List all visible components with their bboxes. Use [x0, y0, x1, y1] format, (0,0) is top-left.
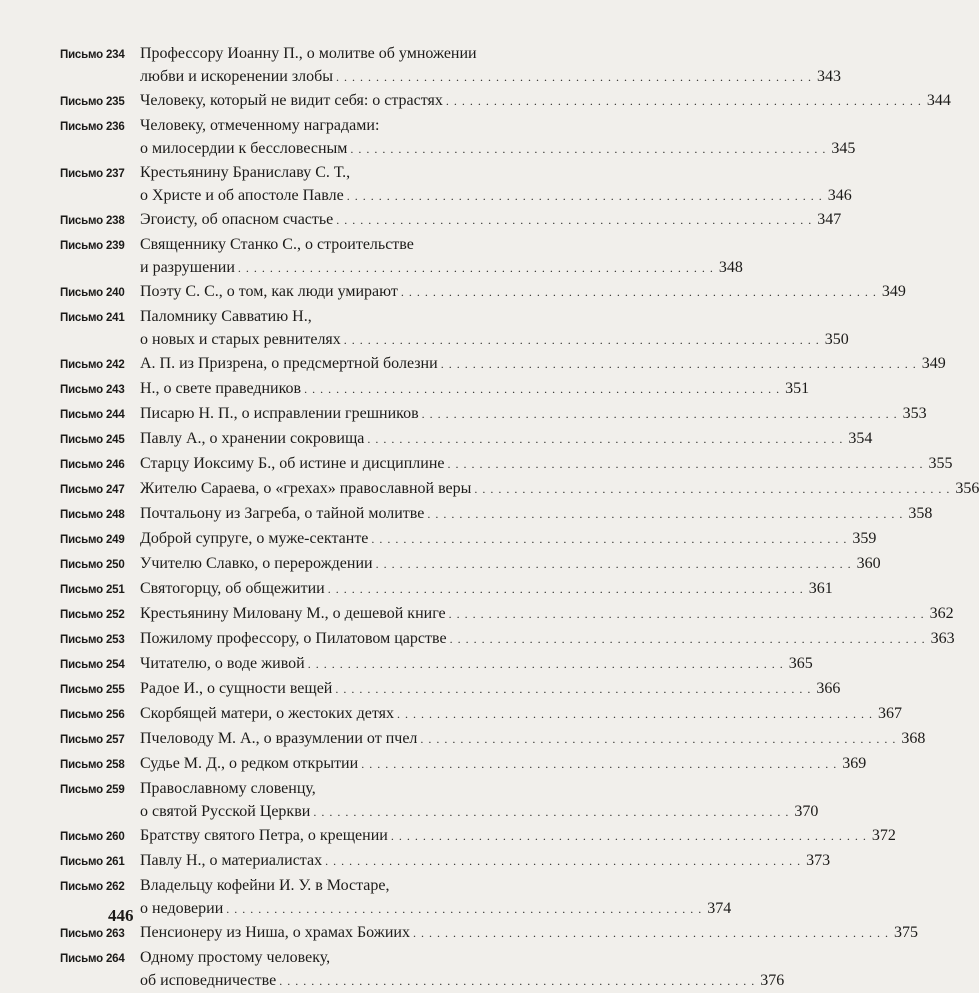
dot-leader: . . . . . . . . . . . . . . . . . . . . . . . . . . . . . . . . . . . . . . . . . . . . . . . . . . . . . . . . . . . . [449, 632, 926, 646]
toc-entry [60, 824, 896, 849]
title-text: Братству святого Петра, о крещении [140, 827, 388, 844]
title-text: Пожилому профессору, о Пилатовом царстве [140, 630, 447, 647]
toc-entry [60, 427, 873, 452]
dot-leader: . . . . . . . . . . . . . . . . . . . . . . . . . . . . . . . . . . . . . . . . . . . . . . . . . . . . . . . . . . . . [335, 682, 812, 696]
letter-label: Письмо 254 [60, 659, 125, 671]
title-line [140, 652, 813, 676]
title-line [140, 427, 873, 451]
letter-label: Письмо 250 [60, 559, 125, 571]
toc-entry [60, 577, 833, 602]
title-text: Доброй супруге, о муже-сектанте [140, 530, 369, 547]
title-line [140, 42, 534, 65]
dot-leader: . . . . . . . . . . . . . . . . . . . . . . . . . . . . . . . . . . . . . . . . . . . . . . . . . . . . . . . . . . . . [371, 532, 848, 546]
toc-entry [60, 502, 933, 527]
title-line [140, 627, 955, 651]
dot-leader: . . . . . . . . . . . . . . . . . . . . . . . . . . . . . . . . . . . . . . . . . . . . . . . . . . . . . . . . . . . . [397, 707, 874, 721]
title-line [140, 777, 534, 800]
letter-label: Письмо 259 [60, 784, 125, 796]
dot-leader: . . . . . . . . . . . . . . . . . . . . . . . . . . . . . . . . . . . . . . . . . . . . . . . . . . . . . . . . . . . . [226, 902, 703, 916]
letter-label: Письмо 261 [60, 856, 125, 868]
letter-label: Письмо 234 [60, 49, 125, 61]
title-line [140, 377, 810, 401]
dot-leader: . . . . . . . . . . . . . . . . . . . . . . . . . . . . . . . . . . . . . . . . . . . . . . . . . . . . . . . . . . . . [336, 213, 813, 227]
entry-title [140, 777, 819, 824]
title-line [140, 305, 534, 328]
letter-label: Письмо 260 [60, 831, 125, 843]
title-line [140, 800, 819, 824]
title-text: о недоверии [140, 900, 224, 917]
title-text: Поэту С. С., о том, как люди умирают [140, 283, 398, 300]
letter-label: Письмо 241 [60, 312, 125, 324]
dot-leader: . . . . . . . . . . . . . . . . . . . . . . . . . . . . . . . . . . . . . . . . . . . . . . . . . . . . . . . . . . . . [279, 974, 756, 988]
dot-leader: . . . . . . . . . . . . . . . . . . . . . . . . . . . . . . . . . . . . . . . . . . . . . . . . . . . . . . . . . . . . [313, 805, 790, 819]
letter-label: Письмо 238 [60, 215, 125, 227]
toc-entry [60, 677, 841, 702]
title-text: Почтальону из Загреба, о тайной молитве [140, 505, 425, 522]
toc-entry [60, 946, 785, 993]
page-ref: 363 [930, 630, 955, 647]
entry-title [140, 352, 946, 376]
page-ref: 376 [760, 972, 785, 989]
page-ref: 372 [871, 827, 896, 844]
page-ref: 350 [824, 331, 849, 348]
toc-entry [60, 849, 831, 874]
title-text: Православному словенцу, [140, 780, 316, 797]
title-text: Судье М. Д., о редком открытии [140, 755, 359, 772]
letter-label: Письмо 248 [60, 509, 125, 521]
letter-label: Письмо 245 [60, 434, 125, 446]
toc-entry [60, 208, 842, 233]
title-line [140, 849, 831, 873]
dot-leader: . . . . . . . . . . . . . . . . . . . . . . . . . . . . . . . . . . . . . . . . . . . . . . . . . . . . . . . . . . . . [390, 829, 867, 843]
title-text: любви и искоренении злобы [140, 68, 334, 85]
letter-label: Письмо 262 [60, 881, 125, 893]
entry-title [140, 946, 785, 993]
title-text: Читателю, о воде живой [140, 655, 305, 672]
title-text: А. П. из Призрена, о предсмертной болезни [140, 355, 438, 372]
title-line [140, 824, 896, 848]
dot-leader: . . . . . . . . . . . . . . . . . . . . . . . . . . . . . . . . . . . . . . . . . . . . . . . . . . . . . . . . . . . . [325, 854, 802, 868]
title-text: Пенсионеру из Ниша, о храмах Божиих [140, 924, 410, 941]
letter-label: Письмо 253 [60, 634, 125, 646]
table-of-contents [60, 42, 979, 993]
page-number: 446 [108, 906, 134, 925]
entry-title [140, 921, 918, 945]
entry-title [140, 824, 896, 848]
letter-label: Письмо 239 [60, 240, 125, 252]
title-text: об исповедничестве [140, 972, 277, 989]
dot-leader: . . . . . . . . . . . . . . . . . . . . . . . . . . . . . . . . . . . . . . . . . . . . . . . . . . . . . . . . . . . . [237, 261, 714, 275]
title-text: о милосердии к бессловесным [140, 140, 348, 157]
page-ref: 349 [881, 283, 906, 300]
page-ref: 345 [831, 140, 856, 157]
title-line [140, 577, 833, 601]
title-text: Святогорцу, об общежитии [140, 580, 325, 597]
toc-entry [60, 552, 881, 577]
entry-title [140, 477, 979, 501]
title-text: Жителю Сараева, о «грехах» православной веры [140, 480, 472, 497]
toc-entry [60, 233, 743, 280]
title-line [140, 256, 743, 280]
entry-title [140, 577, 833, 601]
toc-entry [60, 702, 903, 727]
title-text: о Христе и об апостоле Павле [140, 187, 344, 204]
dot-leader: . . . . . . . . . . . . . . . . . . . . . . . . . . . . . . . . . . . . . . . . . . . . . . . . . . . . . . . . . . . . [445, 94, 922, 108]
title-line [140, 402, 927, 426]
title-line [140, 677, 841, 701]
entry-title [140, 502, 933, 526]
letter-label: Письмо 255 [60, 684, 125, 696]
dot-leader: . . . . . . . . . . . . . . . . . . . . . . . . . . . . . . . . . . . . . . . . . . . . . . . . . . . . . . . . . . . . [375, 557, 852, 571]
title-text: Старцу Иоксиму Б., об истине и дисциплине [140, 455, 445, 472]
title-line [140, 328, 849, 352]
letter-label: Письмо 237 [60, 168, 125, 180]
title-line [140, 602, 954, 626]
title-text: Павлу А., о хранении сокровища [140, 430, 365, 447]
title-text: Священнику Станко С., о строительстве [140, 236, 414, 253]
entry-title [140, 849, 831, 873]
dot-leader: . . . . . . . . . . . . . . . . . . . . . . . . . . . . . . . . . . . . . . . . . . . . . . . . . . . . . . . . . . . . [327, 582, 804, 596]
letter-label: Письмо 242 [60, 359, 125, 371]
toc-entry [60, 42, 842, 89]
dot-leader: . . . . . . . . . . . . . . . . . . . . . . . . . . . . . . . . . . . . . . . . . . . . . . . . . . . . . . . . . . . . [440, 357, 917, 371]
title-text: Пчеловоду М. А., о вразумлении от пчел [140, 730, 418, 747]
title-line [140, 969, 785, 993]
page-ref: 346 [827, 187, 852, 204]
letter-label: Письмо 251 [60, 584, 125, 596]
title-line [140, 184, 852, 208]
entry-title [140, 89, 951, 113]
title-line [140, 702, 903, 726]
toc-entry [60, 602, 954, 627]
toc-entry [60, 89, 951, 114]
toc-entry [60, 777, 819, 824]
toc-entry [60, 527, 877, 552]
dot-leader: . . . . . . . . . . . . . . . . . . . . . . . . . . . . . . . . . . . . . . . . . . . . . . . . . . . . . . . . . . . . [400, 285, 877, 299]
toc-entry [60, 114, 856, 161]
page-ref: 349 [921, 355, 946, 372]
dot-leader: . . . . . . . . . . . . . . . . . . . . . . . . . . . . . . . . . . . . . . . . . . . . . . . . . . . . . . . . . . . . [421, 407, 898, 421]
letter-label: Письмо 252 [60, 609, 125, 621]
title-line [140, 527, 877, 551]
entry-title [140, 305, 849, 352]
title-text: Профессору Иоанну П., о молитве об умножении [140, 45, 477, 62]
title-text: Крестьянину Миловану М., о дешевой книге [140, 605, 446, 622]
entry-title [140, 208, 842, 232]
title-text: о новых и старых ревнителях [140, 331, 341, 348]
title-text: Человеку, отмеченному наградами: [140, 117, 380, 134]
title-line [140, 280, 906, 304]
title-text: Эгоисту, об опасном счастье [140, 211, 334, 228]
letter-label: Письмо 236 [60, 121, 125, 133]
toc-entry [60, 402, 927, 427]
toc-entry [60, 352, 946, 377]
toc-entry [60, 452, 953, 477]
page-ref: 368 [901, 730, 926, 747]
title-line [140, 477, 979, 501]
entry-title [140, 427, 873, 451]
title-line [140, 208, 842, 232]
page-ref: 375 [893, 924, 918, 941]
title-line [140, 727, 926, 751]
entry-title [140, 402, 927, 426]
title-text: Паломнику Савватию Н., [140, 308, 312, 325]
title-text: Учителю Славко, о перерождении [140, 555, 373, 572]
dot-leader: . . . . . . . . . . . . . . . . . . . . . . . . . . . . . . . . . . . . . . . . . . . . . . . . . . . . . . . . . . . . [350, 142, 827, 156]
title-line [140, 897, 732, 921]
page-ref: 356 [955, 480, 979, 497]
letter-label: Письмо 256 [60, 709, 125, 721]
title-line [140, 89, 951, 113]
title-line [140, 452, 953, 476]
title-line [140, 114, 534, 137]
entry-title [140, 527, 877, 551]
title-line [140, 233, 534, 256]
dot-leader: . . . . . . . . . . . . . . . . . . . . . . . . . . . . . . . . . . . . . . . . . . . . . . . . . . . . . . . . . . . . [346, 189, 823, 203]
page-ref: 343 [817, 68, 842, 85]
toc-entry [60, 752, 867, 777]
dot-leader: . . . . . . . . . . . . . . . . . . . . . . . . . . . . . . . . . . . . . . . . . . . . . . . . . . . . . . . . . . . . [361, 757, 838, 771]
entry-title [140, 161, 852, 208]
entry-title [140, 677, 841, 701]
title-text: Писарю Н. П., о исправлении грешников [140, 405, 419, 422]
title-line [140, 552, 881, 576]
title-text: Владельцу кофейни И. У. в Мостаре, [140, 877, 390, 894]
dot-leader: . . . . . . . . . . . . . . . . . . . . . . . . . . . . . . . . . . . . . . . . . . . . . . . . . . . . . . . . . . . . [427, 507, 904, 521]
page-ref: 374 [707, 900, 732, 917]
page-ref: 369 [842, 755, 867, 772]
letter-label: Письмо 240 [60, 287, 125, 299]
title-line [140, 752, 867, 776]
page-ref: 359 [852, 530, 877, 547]
toc-entry [60, 305, 849, 352]
entry-title [140, 627, 955, 651]
entry-title [140, 602, 954, 626]
entry-title [140, 874, 732, 921]
title-text: Крестьянину Браниславу С. Т., [140, 164, 351, 181]
dot-leader: . . . . . . . . . . . . . . . . . . . . . . . . . . . . . . . . . . . . . . . . . . . . . . . . . . . . . . . . . . . . [412, 926, 889, 940]
title-text: Павлу Н., о материалистах [140, 852, 323, 869]
page-ref: 365 [788, 655, 813, 672]
title-text: о святой Русской Церкви [140, 803, 311, 820]
title-line [140, 161, 534, 184]
page-ref: 348 [718, 259, 743, 276]
dot-leader: . . . . . . . . . . . . . . . . . . . . . . . . . . . . . . . . . . . . . . . . . . . . . . . . . . . . . . . . . . . . [447, 457, 924, 471]
entry-title [140, 752, 867, 776]
title-text: Человеку, который не видит себя: о страстях [140, 92, 443, 109]
toc-entry [60, 161, 852, 208]
page-ref: 361 [808, 580, 833, 597]
letter-label: Письмо 264 [60, 953, 125, 965]
dot-leader: . . . . . . . . . . . . . . . . . . . . . . . . . . . . . . . . . . . . . . . . . . . . . . . . . . . . . . . . . . . . [420, 732, 897, 746]
title-text: Скорбящей матери, о жестоких детях [140, 705, 395, 722]
letter-label: Письмо 244 [60, 409, 125, 421]
page-ref: 366 [816, 680, 841, 697]
toc-entry [60, 727, 926, 752]
letter-label: Письмо 257 [60, 734, 125, 746]
toc-entry [60, 652, 813, 677]
toc-entry [60, 280, 906, 305]
letter-label: Письмо 247 [60, 484, 125, 496]
page-ref: 355 [928, 455, 953, 472]
title-text: Н., о свете праведников [140, 380, 302, 397]
page-ref: 370 [794, 803, 819, 820]
entry-title [140, 114, 856, 161]
dot-leader: . . . . . . . . . . . . . . . . . . . . . . . . . . . . . . . . . . . . . . . . . . . . . . . . . . . . . . . . . . . . [336, 70, 813, 84]
dot-leader: . . . . . . . . . . . . . . . . . . . . . . . . . . . . . . . . . . . . . . . . . . . . . . . . . . . . . . . . . . . . [367, 432, 844, 446]
dot-leader: . . . . . . . . . . . . . . . . . . . . . . . . . . . . . . . . . . . . . . . . . . . . . . . . . . . . . . . . . . . . [474, 482, 951, 496]
letter-label: Письмо 246 [60, 459, 125, 471]
title-text: и разрушении [140, 259, 235, 276]
entry-title [140, 377, 810, 401]
entry-title [140, 702, 903, 726]
letter-label: Письмо 258 [60, 759, 125, 771]
page-ref: 354 [848, 430, 873, 447]
title-line [140, 946, 534, 969]
letter-label: Письмо 249 [60, 534, 125, 546]
toc-entry [60, 377, 810, 402]
page-ref: 347 [817, 211, 842, 228]
entry-title [140, 452, 953, 476]
entry-title [140, 280, 906, 304]
toc-entry [60, 627, 955, 652]
page-ref: 362 [929, 605, 954, 622]
letter-label: Письмо 235 [60, 96, 125, 108]
letter-label: Письмо 243 [60, 384, 125, 396]
title-text: Радое И., о сущности вещей [140, 680, 333, 697]
title-line [140, 352, 946, 376]
page-ref: 351 [785, 380, 810, 397]
title-line [140, 874, 534, 897]
title-line [140, 65, 842, 89]
title-line [140, 921, 918, 945]
entry-title [140, 552, 881, 576]
dot-leader: . . . . . . . . . . . . . . . . . . . . . . . . . . . . . . . . . . . . . . . . . . . . . . . . . . . . . . . . . . . . [343, 333, 820, 347]
letter-label: Письмо 263 [60, 928, 125, 940]
page-ref: 344 [926, 92, 951, 109]
page-ref: 367 [878, 705, 903, 722]
page-ref: 353 [902, 405, 927, 422]
entry-title [140, 727, 926, 751]
entry-title [140, 652, 813, 676]
title-line [140, 502, 933, 526]
title-text: Одному простому человеку, [140, 949, 331, 966]
page-ref: 360 [856, 555, 881, 572]
page-ref: 358 [908, 505, 933, 522]
dot-leader: . . . . . . . . . . . . . . . . . . . . . . . . . . . . . . . . . . . . . . . . . . . . . . . . . . . . . . . . . . . . [304, 382, 781, 396]
title-line [140, 137, 856, 161]
toc-entry [60, 477, 979, 502]
dot-leader: . . . . . . . . . . . . . . . . . . . . . . . . . . . . . . . . . . . . . . . . . . . . . . . . . . . . . . . . . . . . [448, 607, 925, 621]
entry-title [140, 42, 842, 89]
dot-leader: . . . . . . . . . . . . . . . . . . . . . . . . . . . . . . . . . . . . . . . . . . . . . . . . . . . . . . . . . . . . [307, 657, 784, 671]
entry-title [140, 233, 743, 280]
page-ref: 373 [806, 852, 831, 869]
